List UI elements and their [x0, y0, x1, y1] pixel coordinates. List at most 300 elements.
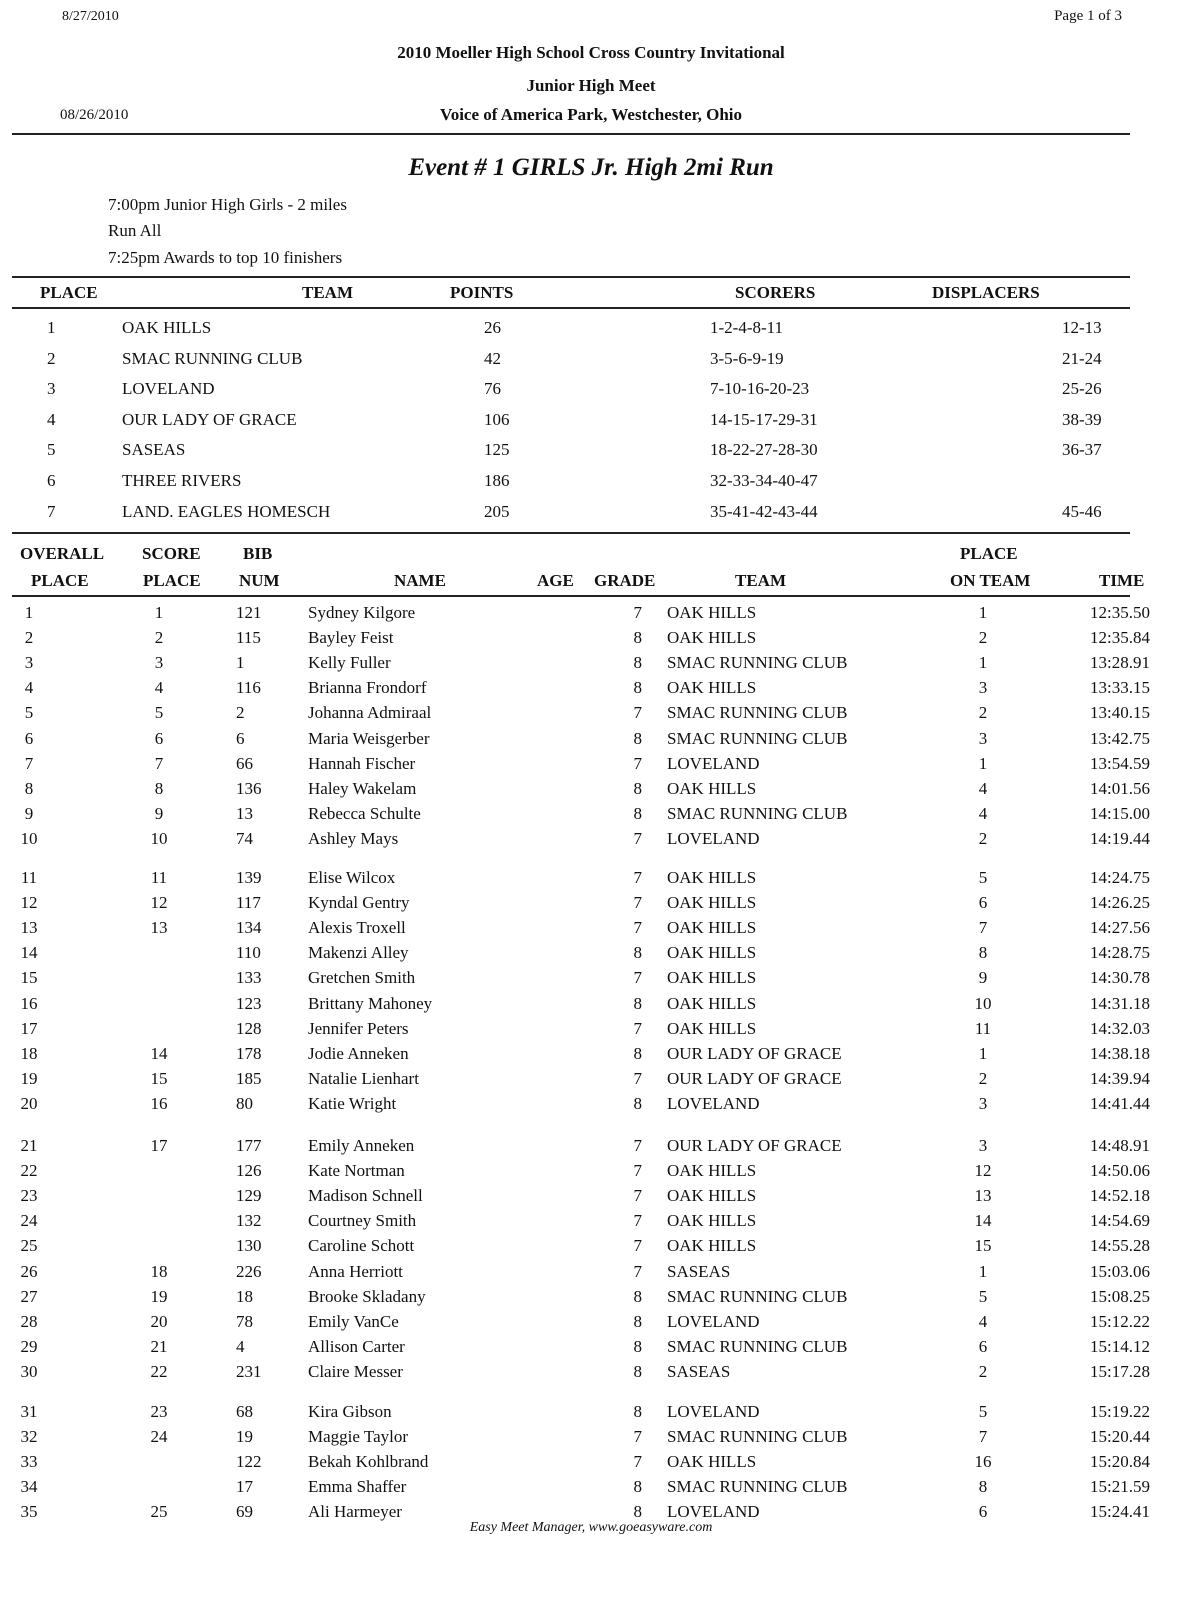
result-overall-place: 2 [24, 628, 34, 648]
result-grade: 8 [633, 778, 642, 798]
result-grade: 7 [633, 1211, 642, 1231]
result-overall-place: 13 [20, 918, 38, 938]
result-overall-place: 9 [24, 803, 34, 823]
result-team: LOVELAND [667, 828, 760, 848]
result-time: 15:24.41 [1090, 1502, 1150, 1522]
result-place-on-team: 6 [978, 1502, 988, 1522]
result-team: SMAC RUNNING CLUB [667, 1477, 848, 1497]
team-score-scorers: 32-33-34-40-47 [710, 471, 818, 490]
result-team: OAK HILLS [667, 1018, 757, 1038]
footer-credit: Easy Meet Manager, www.goeasyware.com [469, 1520, 713, 1535]
meet-venue: Voice of America Park, Westchester, Ohio [439, 105, 742, 124]
result-score-place: 19 [150, 1286, 168, 1306]
result-time: 15:20.44 [1090, 1427, 1150, 1447]
team-score-displacers: 36-37 [1062, 440, 1102, 459]
results-header-score: SCORE [142, 544, 201, 563]
team-scores-divider-mid [12, 307, 1130, 309]
team-score-points: 76 [484, 379, 501, 398]
result-grade: 8 [633, 1361, 642, 1381]
team-score-place: 4 [47, 410, 56, 429]
result-overall-place: 7 [24, 753, 34, 773]
result-overall-place: 18 [20, 1043, 38, 1063]
result-team: OAK HILLS [667, 678, 757, 698]
result-score-place: 14 [150, 1043, 168, 1063]
result-name: Madison Schnell [308, 1186, 423, 1206]
result-overall-place: 12 [20, 893, 38, 913]
result-place-on-team: 9 [978, 968, 988, 988]
result-team: LOVELAND [667, 1093, 760, 1113]
result-score-place: 17 [150, 1136, 168, 1155]
result-score-place: 7 [154, 753, 164, 773]
result-overall-place: 34 [20, 1477, 38, 1497]
result-score-place: 11 [150, 868, 168, 887]
result-team: OAK HILLS [667, 1452, 757, 1472]
meet-subtitle: Junior High Meet [526, 76, 656, 95]
result-bib: 13 [236, 803, 253, 823]
result-bib: 1 [236, 653, 245, 673]
result-overall-place: 30 [20, 1361, 38, 1381]
result-bib: 19 [236, 1427, 253, 1447]
result-overall-place: 8 [24, 778, 34, 798]
result-overall-place: 6 [24, 728, 34, 748]
result-place-on-team: 8 [978, 943, 988, 963]
event-title: Event # 1 GIRLS Jr. High 2mi Run [408, 154, 774, 181]
team-score-points: 106 [484, 410, 510, 429]
result-name: Emily Anneken [308, 1136, 415, 1155]
result-team: SMAC RUNNING CLUB [667, 703, 848, 723]
result-name: Katie Wright [308, 1093, 397, 1113]
result-time: 13:40.15 [1090, 703, 1150, 723]
result-time: 14:50.06 [1090, 1161, 1150, 1181]
team-scores-header-place: PLACE [40, 283, 98, 302]
result-name: Claire Messer [308, 1361, 403, 1381]
result-time: 15:19.22 [1090, 1402, 1150, 1421]
results-header-place-on-team: ON TEAM [950, 571, 1031, 590]
result-grade: 7 [633, 603, 642, 622]
result-place-on-team: 1 [978, 1043, 988, 1063]
result-score-place: 18 [150, 1261, 168, 1281]
result-overall-place: 10 [20, 828, 38, 848]
event-note: 7:25pm Awards to top 10 finishers [108, 248, 343, 267]
results-header-overall-place: PLACE [31, 571, 89, 590]
result-overall-place: 35 [20, 1502, 38, 1522]
team-score-points: 205 [484, 502, 510, 521]
result-overall-place: 1 [24, 603, 34, 622]
result-place-on-team: 3 [978, 728, 988, 748]
result-overall-place: 19 [20, 1068, 38, 1088]
result-time: 14:28.75 [1090, 943, 1150, 963]
result-name: Courtney Smith [308, 1211, 417, 1231]
result-score-place: 8 [154, 778, 164, 798]
result-grade: 7 [633, 828, 642, 848]
result-name: Bayley Feist [308, 628, 394, 648]
result-overall-place: 16 [20, 993, 38, 1013]
team-score-place: 6 [47, 471, 56, 490]
result-bib: 110 [236, 943, 261, 963]
result-grade: 7 [633, 1186, 642, 1206]
result-name: Hannah Fischer [308, 753, 416, 773]
result-name: Kira Gibson [308, 1402, 392, 1421]
result-grade: 8 [633, 1043, 642, 1063]
result-overall-place: 5 [24, 703, 34, 723]
result-team: OAK HILLS [667, 603, 757, 622]
result-bib: 68 [236, 1402, 253, 1421]
result-team: OUR LADY OF GRACE [667, 1136, 842, 1155]
result-time: 15:21.59 [1090, 1477, 1150, 1497]
result-bib: 132 [236, 1211, 262, 1231]
result-team: OUR LADY OF GRACE [667, 1068, 842, 1088]
result-overall-place: 32 [20, 1427, 38, 1447]
result-score-place: 2 [154, 628, 164, 648]
result-name: Brooke Skladany [308, 1286, 426, 1306]
result-grade: 8 [633, 653, 642, 673]
result-team: LOVELAND [667, 1402, 760, 1421]
result-team: LOVELAND [667, 1311, 760, 1331]
result-time: 14:31.18 [1090, 993, 1150, 1013]
result-name: Emma Shaffer [308, 1477, 407, 1497]
team-score-displacers: 25-26 [1062, 379, 1102, 398]
result-time: 14:52.18 [1090, 1186, 1150, 1206]
result-grade: 7 [633, 703, 642, 723]
result-bib: 130 [236, 1236, 262, 1256]
result-place-on-team: 2 [978, 703, 988, 723]
result-grade: 8 [633, 993, 642, 1013]
result-grade: 7 [633, 1136, 642, 1155]
result-place-on-team: 1 [978, 603, 988, 622]
team-score-displacers: 21-24 [1062, 349, 1102, 368]
result-bib: 178 [236, 1043, 262, 1063]
team-scores-header-displacers: DISPLACERS [932, 283, 1040, 302]
result-overall-place: 33 [20, 1452, 38, 1472]
result-grade: 8 [633, 803, 642, 823]
result-team: SMAC RUNNING CLUB [667, 1336, 848, 1356]
result-time: 14:19.44 [1090, 828, 1150, 848]
result-overall-place: 23 [20, 1186, 38, 1206]
result-place-on-team: 3 [978, 678, 988, 698]
result-bib: 66 [236, 753, 253, 773]
result-team: SMAC RUNNING CLUB [667, 1427, 848, 1447]
result-time: 14:30.78 [1090, 968, 1150, 988]
result-time: 14:26.25 [1090, 893, 1150, 913]
result-bib: 139 [236, 868, 262, 887]
team-scores-header-points: POINTS [450, 283, 514, 302]
team-score-displacers: 12-13 [1062, 318, 1102, 337]
team-score-scorers: 18-22-27-28-30 [710, 440, 818, 459]
result-team: LOVELAND [667, 1502, 760, 1522]
result-bib: 6 [236, 728, 245, 748]
result-team: OAK HILLS [667, 918, 757, 938]
result-place-on-team: 10 [974, 993, 992, 1013]
team-score-place: 5 [47, 440, 56, 459]
result-name: Maria Weisgerber [308, 728, 430, 748]
result-name: Ali Harmeyer [308, 1502, 402, 1522]
result-place-on-team: 2 [978, 1361, 988, 1381]
result-place-on-team: 4 [978, 803, 988, 823]
result-time: 15:08.25 [1090, 1286, 1150, 1306]
result-bib: 126 [236, 1161, 262, 1181]
result-score-place: 24 [150, 1427, 168, 1447]
result-time: 15:20.84 [1090, 1452, 1150, 1472]
result-name: Maggie Taylor [308, 1427, 408, 1447]
team-score-team: OUR LADY OF GRACE [122, 410, 297, 429]
result-team: OAK HILLS [667, 968, 757, 988]
result-grade: 7 [633, 1452, 642, 1472]
result-grade: 8 [633, 1093, 642, 1113]
result-score-place: 10 [150, 828, 168, 848]
result-time: 14:01.56 [1090, 778, 1150, 798]
result-score-place: 20 [150, 1311, 168, 1331]
result-bib: 134 [236, 918, 262, 938]
result-bib: 226 [236, 1261, 262, 1281]
team-score-team: LOVELAND [122, 379, 215, 398]
result-team: OAK HILLS [667, 1186, 757, 1206]
result-time: 13:33.15 [1090, 678, 1150, 698]
result-score-place: 25 [150, 1502, 168, 1522]
result-score-place: 21 [150, 1336, 168, 1356]
result-team: OAK HILLS [667, 893, 757, 913]
result-time: 13:28.91 [1090, 653, 1150, 673]
result-name: Sydney Kilgore [308, 603, 416, 622]
result-time: 15:17.28 [1090, 1361, 1150, 1381]
result-overall-place: 28 [20, 1311, 38, 1331]
result-overall-place: 29 [20, 1336, 38, 1356]
results-header-bib: BIB [243, 544, 273, 563]
results-header-name: NAME [394, 571, 446, 590]
result-grade: 8 [633, 1477, 642, 1497]
result-grade: 8 [633, 1336, 642, 1356]
result-time: 14:48.91 [1090, 1136, 1150, 1155]
result-grade: 7 [633, 1068, 642, 1088]
team-score-scorers: 1-2-4-8-11 [710, 318, 784, 337]
result-score-place: 23 [150, 1402, 168, 1421]
team-score-place: 1 [47, 318, 56, 337]
results-header-score-place: PLACE [143, 571, 201, 590]
result-team: SMAC RUNNING CLUB [667, 728, 848, 748]
team-score-scorers: 3-5-6-9-19 [710, 349, 784, 368]
result-place-on-team: 7 [978, 1427, 988, 1447]
result-grade: 7 [633, 1161, 642, 1181]
result-name: Brittany Mahoney [308, 993, 433, 1013]
result-name: Elise Wilcox [308, 868, 396, 887]
result-name: Anna Herriott [308, 1261, 403, 1281]
result-overall-place: 27 [20, 1286, 38, 1306]
result-time: 14:41.44 [1090, 1093, 1150, 1113]
result-grade: 7 [633, 868, 642, 887]
result-score-place: 13 [150, 918, 168, 938]
result-overall-place: 17 [20, 1018, 38, 1038]
meet-title: 2010 Moeller High School Cross Country Invitational [397, 43, 785, 62]
result-place-on-team: 3 [978, 1093, 988, 1113]
result-time: 13:42.75 [1090, 728, 1150, 748]
result-team: OAK HILLS [667, 1161, 757, 1181]
result-place-on-team: 13 [974, 1186, 992, 1206]
result-place-on-team: 15 [974, 1236, 992, 1256]
result-grade: 8 [633, 1286, 642, 1306]
result-place-on-team: 5 [978, 1402, 988, 1421]
result-bib: 231 [236, 1361, 262, 1381]
results-divider-top [12, 532, 1130, 534]
result-name: Alexis Troxell [308, 918, 406, 938]
result-time: 14:38.18 [1090, 1043, 1150, 1063]
result-bib: 4 [236, 1336, 245, 1356]
result-place-on-team: 5 [978, 868, 988, 887]
result-score-place: 4 [154, 678, 164, 698]
result-score-place: 5 [154, 703, 164, 723]
results-header-bib-num: NUM [239, 571, 280, 590]
result-team: OAK HILLS [667, 778, 757, 798]
team-score-scorers: 7-10-16-20-23 [710, 379, 810, 398]
result-name: Kate Nortman [308, 1161, 405, 1181]
result-name: Allison Carter [308, 1336, 405, 1356]
result-time: 14:54.69 [1090, 1211, 1150, 1231]
result-team: SMAC RUNNING CLUB [667, 653, 848, 673]
results-header-time: TIME [1099, 571, 1145, 590]
result-overall-place: 25 [20, 1236, 38, 1256]
result-overall-place: 24 [20, 1211, 38, 1231]
result-time: 13:54.59 [1090, 753, 1150, 773]
result-team: OAK HILLS [667, 943, 757, 963]
result-grade: 8 [633, 728, 642, 748]
result-score-place: 1 [154, 603, 164, 622]
result-team: OAK HILLS [667, 1211, 757, 1231]
result-name: Makenzi Alley [308, 943, 409, 963]
result-score-place: 22 [150, 1361, 168, 1381]
result-name: Emily VanCe [308, 1311, 399, 1331]
result-name: Kelly Fuller [308, 653, 391, 673]
result-score-place: 16 [150, 1093, 168, 1113]
team-score-points: 42 [484, 349, 501, 368]
result-bib: 123 [236, 993, 262, 1013]
event-note: Run All [108, 221, 162, 240]
result-bib: 121 [236, 603, 262, 622]
result-bib: 136 [236, 778, 262, 798]
print-date: 8/27/2010 [62, 9, 119, 24]
result-bib: 117 [236, 893, 261, 913]
result-time: 12:35.84 [1090, 628, 1150, 648]
result-place-on-team: 2 [978, 828, 988, 848]
team-score-team: OAK HILLS [122, 318, 212, 337]
result-name: Haley Wakelam [308, 778, 417, 798]
result-grade: 7 [633, 893, 642, 913]
result-team: SASEAS [667, 1361, 731, 1381]
result-team: SMAC RUNNING CLUB [667, 803, 848, 823]
result-name: Kyndal Gentry [308, 893, 410, 913]
result-name: Johanna Admiraal [308, 703, 432, 723]
result-place-on-team: 14 [974, 1211, 992, 1231]
team-score-points: 26 [484, 318, 501, 337]
result-grade: 7 [633, 1261, 642, 1281]
result-name: Jennifer Peters [308, 1018, 409, 1038]
result-overall-place: 31 [20, 1402, 38, 1421]
team-score-place: 2 [47, 349, 56, 368]
result-name: Brianna Frondorf [308, 678, 427, 698]
result-time: 15:14.12 [1090, 1336, 1150, 1356]
result-bib: 133 [236, 968, 262, 988]
header-divider [12, 133, 1130, 135]
result-overall-place: 11 [20, 868, 38, 887]
result-time: 14:39.94 [1090, 1068, 1150, 1088]
result-name: Gretchen Smith [308, 968, 416, 988]
result-bib: 115 [236, 628, 261, 648]
result-time: 14:27.56 [1090, 918, 1150, 938]
result-bib: 69 [236, 1502, 253, 1522]
result-grade: 7 [633, 753, 642, 773]
result-score-place: 6 [154, 728, 164, 748]
result-place-on-team: 1 [978, 753, 988, 773]
result-overall-place: 20 [20, 1093, 38, 1113]
result-score-place: 12 [150, 893, 168, 913]
results-header-place: PLACE [960, 544, 1018, 563]
result-grade: 8 [633, 1311, 642, 1331]
result-time: 14:32.03 [1090, 1018, 1150, 1038]
result-overall-place: 4 [24, 678, 34, 698]
team-score-team: SMAC RUNNING CLUB [122, 349, 303, 368]
result-bib: 128 [236, 1018, 262, 1038]
team-score-scorers: 14-15-17-29-31 [710, 410, 818, 429]
result-time: 14:24.75 [1090, 868, 1150, 887]
team-score-place: 7 [47, 502, 56, 521]
team-scores-header-team: TEAM [302, 283, 353, 302]
result-grade: 8 [633, 943, 642, 963]
result-team: OAK HILLS [667, 993, 757, 1013]
results-header-overall: OVERALL [20, 544, 105, 563]
result-bib: 78 [236, 1311, 253, 1331]
result-time: 12:35.50 [1090, 603, 1150, 622]
result-place-on-team: 16 [974, 1452, 992, 1472]
result-score-place: 3 [154, 653, 164, 673]
result-name: Bekah Kohlbrand [308, 1452, 429, 1472]
team-score-points: 125 [484, 440, 510, 459]
team-score-displacers: 38-39 [1062, 410, 1102, 429]
result-place-on-team: 1 [978, 1261, 988, 1281]
result-grade: 7 [633, 1236, 642, 1256]
result-bib: 116 [236, 678, 261, 698]
team-score-place: 3 [47, 379, 56, 398]
team-scores-header-scorers: SCORERS [735, 283, 816, 302]
result-time: 15:12.22 [1090, 1311, 1150, 1331]
result-team: OAK HILLS [667, 1236, 757, 1256]
result-bib: 18 [236, 1286, 253, 1306]
result-grade: 8 [633, 1402, 642, 1421]
result-team: LOVELAND [667, 753, 760, 773]
result-bib: 80 [236, 1093, 253, 1113]
result-grade: 7 [633, 968, 642, 988]
result-bib: 122 [236, 1452, 262, 1472]
result-team: OAK HILLS [667, 628, 757, 648]
result-score-place: 9 [154, 803, 164, 823]
results-header-team: TEAM [735, 571, 786, 590]
results-header-age: AGE [537, 571, 574, 590]
result-team: OUR LADY OF GRACE [667, 1043, 842, 1063]
team-score-points: 186 [484, 471, 510, 490]
result-bib: 177 [236, 1136, 262, 1155]
results-header-grade: GRADE [594, 571, 656, 590]
result-grade: 7 [633, 1427, 642, 1447]
result-team: SMAC RUNNING CLUB [667, 1286, 848, 1306]
result-place-on-team: 4 [978, 1311, 988, 1331]
result-overall-place: 14 [20, 943, 38, 963]
result-place-on-team: 2 [978, 1068, 988, 1088]
result-team: OAK HILLS [667, 868, 757, 887]
result-place-on-team: 6 [978, 893, 988, 913]
result-grade: 7 [633, 918, 642, 938]
result-bib: 2 [236, 703, 245, 723]
result-place-on-team: 2 [978, 628, 988, 648]
result-time: 14:15.00 [1090, 803, 1150, 823]
result-time: 15:03.06 [1090, 1261, 1150, 1281]
result-place-on-team: 7 [978, 918, 988, 938]
result-place-on-team: 1 [978, 653, 988, 673]
